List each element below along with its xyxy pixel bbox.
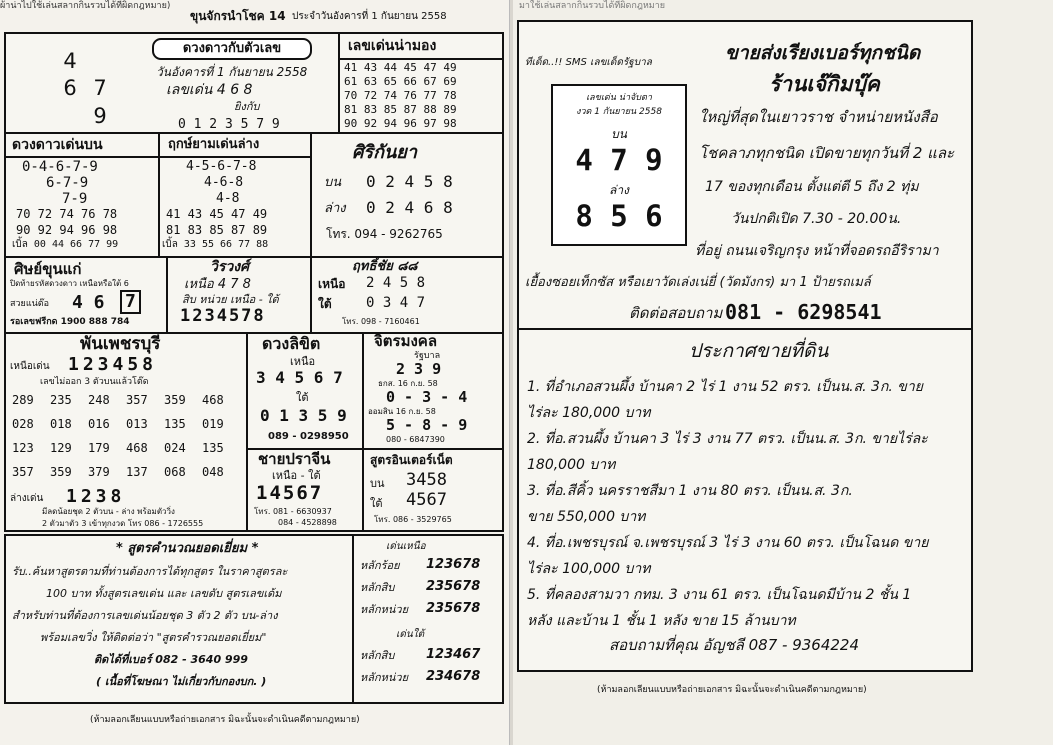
ad-line1: ใหญ่ที่สุดในเยาวราช จำหน่ายหนังสือ xyxy=(699,108,938,126)
pp-cell: 024 xyxy=(164,441,186,455)
si-south-value: 4567 xyxy=(406,490,447,510)
pp-cell: 357 xyxy=(12,465,34,479)
formula-north-value: 235678 xyxy=(426,579,481,594)
pp-cell: 179 xyxy=(88,441,110,455)
land-line: 5. ที่คลองสามวา กทม. 3 งาน 61 ตรว. เป็นโฉนดมีบ้าน 2 ชั้น 1 xyxy=(527,587,912,603)
ww-line1: เหนือ 4 7 8 xyxy=(184,277,251,292)
jm-sub1: รัฐบาล xyxy=(414,351,441,361)
pp-cell: 235 xyxy=(50,393,72,407)
left-page xyxy=(0,0,510,745)
pp-cell: 135 xyxy=(164,417,186,431)
dl-south-value: 0 1 3 5 9 xyxy=(260,406,347,425)
pp-value2: 1238 xyxy=(66,486,126,507)
section-title-sn: ศิษย์ขุนแก่ xyxy=(14,260,82,278)
si-phone: โทร. 086 - 3529765 xyxy=(374,515,452,524)
sk-bottom-value: 0 2 4 6 8 xyxy=(366,198,453,217)
si-south-label: ใต้ xyxy=(370,497,383,510)
pp-label1: เหนือเด่น xyxy=(10,361,50,372)
ad-line3: 17 ของทุกเดือน ตั้งแต่ตี 5 ถึง 2 ทุ่ม xyxy=(705,179,919,195)
land-line: 1. ที่อำเภอสวนผึ้ง บ้านคา 2 ไร่ 1 งาน 52 ตรว. เป็นน.ส. 3ก. ขาย xyxy=(527,379,923,395)
ad-frame xyxy=(517,20,973,672)
right-page xyxy=(513,0,1053,745)
right-footer: (ห้ามลอกเลียนแบบหรือถ่ายเอกสาร มิฉะนั้นจะดำเนินคดีตามกฎหมาย) xyxy=(597,685,867,695)
rl-row2: 81 83 85 87 89 xyxy=(166,223,268,237)
top-strip-text-right: มาใช้เล่นสลากกินรวบได้ที่ผิดกฎหมาย xyxy=(519,1,666,11)
land-line: 2. ที่อ.สวนผึ้ง บ้านคา 3 ไร่ 3 งาน 77 ตรว. เป็นน.ส. 3ก. ขายไร่ละ xyxy=(527,431,928,447)
section-title-ww: วิรวงศ์ xyxy=(210,259,249,275)
nm-row: 61 63 65 66 67 69 xyxy=(344,75,457,88)
pp-cell: 359 xyxy=(164,393,186,407)
sk-bottom-label: ล่าง xyxy=(324,201,346,216)
dd-line4: 0 1 2 3 5 7 9 xyxy=(178,117,280,132)
section-title-sk: ศิริกันยา xyxy=(352,142,417,163)
rc-north-label: เหนือ xyxy=(318,277,346,291)
rl-line2: 4-6-8 xyxy=(204,175,244,190)
pp-cell: 248 xyxy=(88,393,110,407)
rl-row3: เบิ้ล 33 55 66 77 88 xyxy=(162,239,269,250)
jm-date2: ออมสิน 16 ก.ย. 58 xyxy=(368,407,436,416)
rl-line1: 4-5-6-7-8 xyxy=(186,159,257,174)
sn-boxed-number: 7 xyxy=(120,290,141,314)
section-title-rc: ฤทธิ์ชัย ๘๘ xyxy=(352,259,418,274)
pp-cell: 018 xyxy=(50,417,72,431)
pp-cell: 129 xyxy=(50,441,72,455)
cp-sub: เหนือ - ใต้ xyxy=(272,469,321,482)
pp-cell: 048 xyxy=(202,465,224,479)
formula-north-title: เด่นเหนือ xyxy=(386,541,426,552)
left-footer: (ห้ามลอกเลียนแบบหรือถ่ายเอกสาร มิฉะนั้นจะดำเนินคดีตามกฎหมาย) xyxy=(90,715,360,725)
sn-note: ปิดท้ายรหัสดวงดาว เหนือหรือใต้ 6 xyxy=(10,279,129,288)
jm-value3: 5 - 8 - 9 xyxy=(386,416,468,434)
formula-north-label: หลักร้อย xyxy=(360,559,400,572)
jm-phone: 080 - 6847390 xyxy=(386,435,445,444)
nm-row: 90 92 94 96 97 98 xyxy=(344,117,457,130)
section-title-cp: ชายปราจีน xyxy=(258,450,331,468)
land-line: ขาย 550,000 บาท xyxy=(527,509,646,525)
box-bottom-value: 8 5 6 xyxy=(575,199,663,233)
pp-cell: 135 xyxy=(202,441,224,455)
jm-value1: 2 3 9 xyxy=(396,360,442,378)
jm-value2: 0 - 3 - 4 xyxy=(386,388,468,406)
land-line: 180,000 บาท xyxy=(527,457,616,473)
header-date: ประจำวันอังคารที่ 1 กันยายน 2558 xyxy=(292,11,447,22)
ww-big-number: 1234578 xyxy=(180,306,266,326)
formula-p6: ( เนื้อที่โฆษณา ไม่เกี่ยวกับกองบก. ) xyxy=(96,675,267,688)
ad-line2: โชคลาภทุกชนิด เปิดขายทุกวันที่ 2 และ xyxy=(699,144,955,162)
section-title-dl: ดวงลิขิต xyxy=(262,334,321,353)
cp-phone1: โทร. 081 - 6630937 xyxy=(254,507,332,516)
section-title-dd: ดวงดาวกับตัวเลข xyxy=(152,38,312,60)
db-line1: 0-4-6-7-9 xyxy=(22,159,98,175)
section-title-db: ดวงดาวเด่นบน xyxy=(12,137,103,153)
formula-p4: พร้อมเลขวิ่ง ให้ติดต่อว่า "สูตรคำรวณยอดเยี่ยม" xyxy=(40,631,267,644)
pp-cell: 013 xyxy=(126,417,148,431)
cp-phone2: 084 - 4528898 xyxy=(278,518,337,527)
grid-cell: 4 xyxy=(63,49,77,73)
dl-north-value: 3 4 5 6 7 xyxy=(256,368,343,387)
section-title-si: สูตรอินเตอร์เน็ต xyxy=(370,453,453,467)
formula-north-label: หลักหน่วย xyxy=(360,603,409,616)
land-title: ประกาศขายที่ดิน xyxy=(689,340,829,362)
land-line: หลัง และบ้าน 1 ชั้น 1 หลัง ขาย 15 ล้านบาท xyxy=(527,613,796,629)
pp-cell: 028 xyxy=(12,417,34,431)
si-north-label: บน xyxy=(370,477,385,490)
box-heading1: เลขเด่น น่าจับตา xyxy=(586,93,652,103)
sk-top-value: 0 2 4 5 8 xyxy=(366,172,453,191)
pp-label2: ล่างเด่น xyxy=(10,493,44,504)
formula-title: * สูตรคำนวณยอดเยี่ยม * xyxy=(116,541,259,556)
land-line: 4. ที่อ.เพชรบุรณ์ จ.เพชรบุรณ์ 3 ไร่ 3 งาน 60 ตรว. เป็นโฉนด ขาย xyxy=(527,535,929,551)
lucky-grid xyxy=(26,48,116,126)
formula-south-label: หลักสิบ xyxy=(360,649,395,662)
nm-row: 81 83 85 87 88 89 xyxy=(344,103,457,116)
sn-numbers: 4 6 xyxy=(72,292,105,313)
formula-north-label: หลักสิบ xyxy=(360,581,395,594)
formula-north-value: 123678 xyxy=(426,557,481,572)
formula-box xyxy=(4,534,504,704)
ad-contact-phone: 081 - 6298541 xyxy=(725,300,882,324)
formula-south-label: หลักหน่วย xyxy=(360,671,409,684)
sn-label: สวยแน่ต๊อ xyxy=(10,299,50,309)
dl-south-label: ใต้ xyxy=(296,391,309,404)
ad-line4: วันปกติเปิด 7.30 - 20.00น. xyxy=(731,211,902,227)
formula-p3: สำหรับท่านที่ต้องการเลขเด่นน้อยชุด 3 ตัว 2 ตัว บน-ล่าง xyxy=(12,609,278,622)
pp-cell: 379 xyxy=(88,465,110,479)
dl-phone: 089 - 0298950 xyxy=(268,431,349,442)
formula-south-value: 123467 xyxy=(426,647,481,662)
header-title: ขุนจักรนำโชค 14 xyxy=(190,9,286,23)
formula-south-title: เด่นใต้ xyxy=(396,629,425,640)
grid-cell: 7 xyxy=(93,76,107,100)
si-north-value: 3458 xyxy=(406,470,447,490)
formula-p2: 100 บาท ทั้งสูตรเลขเด่น และ เลขดับ สูตรเลขเด้ม xyxy=(46,587,282,600)
pp-note: เลขไม่ออก 3 ตัวบนแล้วโต๊ด xyxy=(40,377,149,387)
ad-title1: ขายส่งเรียงเบอร์ทุกชนิด xyxy=(725,42,921,64)
ad-title2: ร้านเจ๊กิมบุ๊ค xyxy=(769,72,880,96)
pp-cell: 357 xyxy=(126,393,148,407)
dl-north-label: เหนือ xyxy=(290,355,316,368)
land-line: ไร่ละ 180,000 บาท xyxy=(527,405,651,421)
ad-line5: ที่อยู่ ถนนเจริญกรุง หน้าที่จอดรถอีริรามา xyxy=(695,243,939,259)
lottery-numbers-box xyxy=(551,84,687,246)
formula-south-value: 234678 xyxy=(426,669,481,684)
rc-north-value: 2 4 5 8 xyxy=(366,275,426,291)
dd-line3: ยิงกับ xyxy=(234,100,260,113)
dd-line1: วันอังคารที่ 1 กันยายน 2558 xyxy=(156,65,308,79)
sn-phone: รอเลขฟรีกด 1900 888 784 xyxy=(10,317,130,327)
section-title-pp: พันเพชรบุรี xyxy=(80,334,161,354)
db-row3: เบิ้ล 00 44 66 77 99 xyxy=(12,239,119,250)
grid-cell: 9 xyxy=(93,104,107,128)
nm-row: 70 72 74 76 77 78 xyxy=(344,89,457,102)
pp-footnote2: 2 ตัวมาตัว 3 เข้าทุกงวด โทร 086 - 1726555 xyxy=(42,519,204,528)
land-line: 3. ที่อ.สีคิ้ว นครราชสีมา 1 งาน 80 ตรว. เป็นน.ส. 3ก. xyxy=(527,483,853,499)
sk-phone: โทร. 094 - 9262765 xyxy=(326,227,443,241)
ww-line2: สิบ หน่วย เหนือ - ใต้ xyxy=(182,293,279,306)
box-heading2: งวด 1 กันยายน 2558 xyxy=(576,107,662,117)
pp-cell: 359 xyxy=(50,465,72,479)
pp-cell: 289 xyxy=(12,393,34,407)
pp-cell: 137 xyxy=(126,465,148,479)
land-contact: สอบถามที่คุณ อัญชลี 087 - 9364224 xyxy=(609,636,859,654)
rc-phone: โทร. 098 - 7160461 xyxy=(342,317,420,326)
db-line2: 6-7-9 xyxy=(46,175,89,191)
dd-line2: เลขเด่น 4 6 8 xyxy=(166,82,253,98)
db-line3: 7-9 xyxy=(62,191,88,207)
sk-top-label: บน xyxy=(324,175,342,190)
section-title-rl: ฤกษ์ยามเด่นล่าง xyxy=(168,137,260,152)
box-bottom-label: ล่าง xyxy=(609,183,629,197)
pp-cell: 468 xyxy=(202,393,224,407)
box-top-label: บน xyxy=(611,127,627,141)
rc-south-label: ใต้ xyxy=(318,297,332,311)
nm-row: 41 43 44 45 47 49 xyxy=(344,61,457,74)
cp-value: 14567 xyxy=(256,482,324,504)
pp-footnote1: มีลดน้อยชุด 2 ตัวบน - ล่าง พร้อมตัววิ่ง xyxy=(42,507,175,516)
formula-north-value: 235678 xyxy=(426,601,481,616)
formula-p5: ติดได้ที่เบอร์ 082 - 3640 999 xyxy=(94,653,248,666)
main-frame xyxy=(4,32,504,532)
db-row1: 70 72 74 76 78 xyxy=(16,207,118,221)
pp-cell: 019 xyxy=(202,417,224,431)
section-title-nm: เลขเด่นน่ามอง xyxy=(348,38,437,54)
grid-cell: 6 xyxy=(63,76,77,100)
top-strip-text: ผ้าน่าไปใช้เล่นสลากกินรวบได้ที่ผิดกฎหมาย) xyxy=(0,1,171,11)
pp-cell: 468 xyxy=(126,441,148,455)
pp-value1: 123458 xyxy=(68,354,158,375)
ad-contact-label: ติดต่อสอบถาม xyxy=(629,304,723,322)
rl-row1: 41 43 45 47 49 xyxy=(166,207,268,221)
pp-cell: 068 xyxy=(164,465,186,479)
formula-p1: รับ..ค้นหาสูตรตามที่ท่านต้องการได้ทุกสูตร ในราคาสูตรละ xyxy=(12,565,288,578)
section-title-jm: จิตรมงคล xyxy=(374,332,438,350)
box-top-value: 4 7 9 xyxy=(575,143,663,177)
ad-line6: เยื้องซอยเท็กซัส หรือเยาวัดเล่งเน่ยี่ (วัดมังกร) มา 1 ป้ายรถเมล์ xyxy=(525,275,871,290)
rl-line3: 4-8 xyxy=(216,191,240,206)
db-row2: 90 92 94 96 98 xyxy=(16,223,118,237)
jm-date1: ธกส. 16 ก.ย. 58 xyxy=(378,379,438,388)
sms-label: ทีเด็ด..!! SMS เลขเด็ดรัฐบาล xyxy=(525,57,652,68)
land-line: ไร่ละ 100,000 บาท xyxy=(527,561,651,577)
rc-south-value: 0 3 4 7 xyxy=(366,295,426,311)
pp-cell: 123 xyxy=(12,441,34,455)
pp-cell: 016 xyxy=(88,417,110,431)
